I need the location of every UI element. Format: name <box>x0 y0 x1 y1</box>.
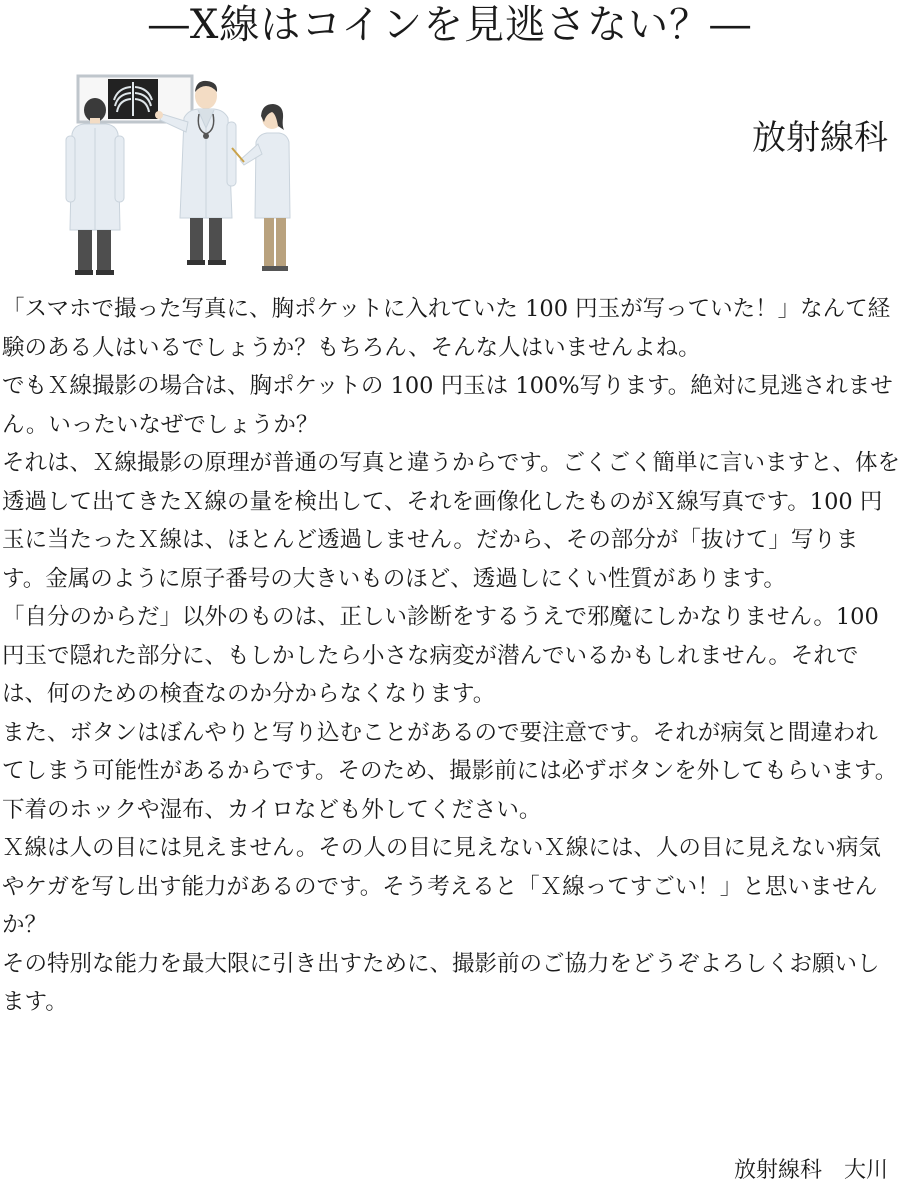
author-signature: 放射線科 大川 <box>733 1158 888 1183</box>
paragraph-2: でもＸ線撮影の場合は、胸ポケットの 100 円玉は 100%写ります。絶対に見逃されません。いったいなぜでしょうか？ <box>2 373 893 438</box>
department-label: 放射線科 <box>752 118 888 158</box>
paragraph-4: 「自分のからだ」以外のものは、正しい診断をするうえで邪魔にしかなりません。100 円玉で隠れた部分に、もしかしたら小さな病変が潜んでいるかもしれません。それでは、何のための検査なのか分からなくなります。 <box>2 604 879 707</box>
paragraph-5: また、ボタンはぼんやりと写り込むことがあるので要注意です。それが病気と間違われてしまう可能性があるからです。そのため、撮影前には必ずボタンを外してもらいます。下着のホックや湿布、カイロなども外してください。 <box>2 719 898 823</box>
page-title: ―X線はコインを見逃さない？― <box>148 2 752 48</box>
doctors-xray-icon <box>62 70 298 280</box>
paragraph-7: その特別な能力を最大限に引き出すために、撮影前のご協力をどうぞよろしくお願いします。 <box>2 950 880 1015</box>
paragraph-3: それは、Ｘ線撮影の原理が普通の写真と違うからです。ごくごく簡単に言いますと、体を透過して出てきたＸ線の量を検出して、それを画像化したものがＸ線写真です。100 円玉に当たったＸ線は、ほとんど透過しません。だから、その部分が「抜けて」写ります。金属のように原子番号の大きいものほど、透過しにくい性質があります。 <box>2 450 900 592</box>
article-body <box>2 290 900 1022</box>
paragraph-1: 「スマホで撮った写真に、胸ポケットに入れていた 100 円玉が写っていた！」なんて経験のある人はいるでしょうか？もちろん、そんな人はいませんよね。 <box>2 296 891 361</box>
paragraph-6: Ｘ線は人の目には見えません。その人の目に見えないＸ線には、人の目に見えない病気やケガを写し出す能力があるのです。そう考えると「Ｘ線ってすごい！」と思いませんか？ <box>2 835 881 938</box>
doctors-xray-illustration <box>62 70 298 280</box>
